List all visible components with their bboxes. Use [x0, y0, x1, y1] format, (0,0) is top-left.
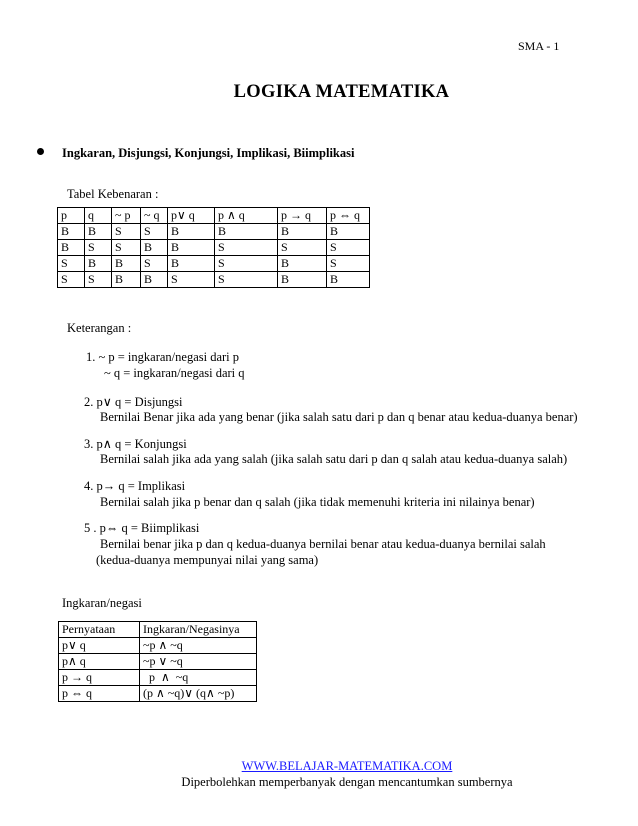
footer-website-link[interactable]: WWW.BELAJAR-MATEMATIKA.COM	[241, 759, 453, 773]
truth-cell: B	[278, 224, 327, 240]
truth-table-row	[58, 272, 370, 288]
truth-cell: B	[168, 240, 215, 256]
truth-header-cell: p	[58, 208, 85, 224]
keterangan-label: Keterangan :	[67, 321, 132, 335]
truth-cell: S	[327, 240, 370, 256]
keterangan-item-5-line2: Bernilai benar jika p dan q kedua-duanya bernilai benar atau kedua-duanya bernilai salah	[100, 537, 546, 551]
truth-cell: S	[141, 256, 168, 272]
negation-cell: p∨ q	[59, 638, 140, 654]
truth-table	[57, 207, 370, 288]
keterangan-item-3-line1: 3. p∧ q = Konjungsi	[84, 437, 187, 451]
truth-cell: S	[58, 256, 85, 272]
truth-header-cell: p ⇔ q	[327, 208, 370, 224]
truth-cell: B	[141, 240, 168, 256]
truth-cell: B	[168, 224, 215, 240]
truth-table-label: Tabel Kebenaran :	[67, 187, 159, 201]
truth-cell: S	[112, 224, 141, 240]
truth-header-cell: ~ q	[141, 208, 168, 224]
negation-cell: p ⇔ q	[59, 686, 140, 702]
truth-header-cell: ~ p	[112, 208, 141, 224]
negation-cell: p → q	[59, 670, 140, 686]
negation-row	[59, 638, 257, 654]
keterangan-item-5-line3: (kedua-duanya mempunyai nilai yang sama)	[96, 553, 319, 567]
truth-cell: S	[215, 240, 278, 256]
truth-cell: S	[215, 272, 278, 288]
keterangan-item-5-line1: 5 . p⇔ q = Biimplikasi	[84, 521, 200, 535]
footer-note: Diperbolehkan memperbanyak dengan mencantumkan sumbernya	[181, 775, 513, 789]
keterangan-item-4-line1: 4. p→ q = Implikasi	[84, 479, 186, 493]
truth-table-row	[58, 240, 370, 256]
truth-header-cell: p → q	[278, 208, 327, 224]
truth-header-cell: p∨ q	[168, 208, 215, 224]
keterangan-item-1-line1: 1. ~ p = ingkaran/negasi dari p	[86, 350, 240, 364]
truth-cell: B	[112, 272, 141, 288]
bullet-icon	[37, 148, 44, 155]
truth-cell: S	[168, 272, 215, 288]
negation-cell: p∧ q	[59, 654, 140, 670]
negation-header-cell: Pernyataan	[59, 622, 140, 638]
page-title: LOGIKA MATEMATIKA	[233, 82, 450, 102]
negation-table-label: Ingkaran/negasi	[62, 596, 142, 610]
negation-header-row	[59, 622, 257, 638]
negation-cell: (p ∧ ~q)∨ (q∧ ~p)	[140, 686, 257, 702]
truth-cell: B	[141, 272, 168, 288]
keterangan-item-4-line2: Bernilai salah jika p benar dan q salah (jika tidak memenuhi kriteria ini nilainya benar)	[100, 495, 535, 509]
negation-row	[59, 654, 257, 670]
section-heading-text: Ingkaran, Disjungsi, Konjungsi, Implikasi, Biimplikasi	[62, 146, 355, 160]
truth-cell: B	[168, 256, 215, 272]
truth-cell: S	[215, 256, 278, 272]
truth-cell: S	[141, 224, 168, 240]
negation-cell: ~p ∨ ~q	[140, 654, 257, 670]
truth-cell: B	[112, 256, 141, 272]
negation-row	[59, 670, 257, 686]
keterangan-item-2-line2: Bernilai Benar jika ada yang benar (jika salah satu dari p dan q benar atau kedua-duanya benar)	[100, 410, 578, 424]
negation-table	[58, 621, 257, 702]
truth-cell: B	[327, 224, 370, 240]
truth-cell: B	[85, 256, 112, 272]
truth-table-row	[58, 256, 370, 272]
truth-cell: B	[58, 240, 85, 256]
negation-row	[59, 686, 257, 702]
keterangan-item-2-line1: 2. p∨ q = Disjungsi	[84, 395, 183, 409]
truth-cell: B	[327, 272, 370, 288]
truth-header-cell: q	[85, 208, 112, 224]
keterangan-item-3-line2: Bernilai salah jika ada yang salah (jika salah satu dari p dan q salah atau kedua-duanya salah)	[100, 452, 568, 466]
truth-cell: B	[278, 256, 327, 272]
truth-cell: B	[278, 272, 327, 288]
truth-header-cell: p ∧ q	[215, 208, 278, 224]
negation-cell: ~p ∧ ~q	[140, 638, 257, 654]
truth-cell: B	[58, 224, 85, 240]
truth-table-header-row	[58, 208, 370, 224]
page-label: SMA - 1	[518, 39, 560, 53]
truth-cell: S	[112, 240, 141, 256]
negation-cell: p ∧ ~q	[140, 670, 257, 686]
truth-cell: S	[85, 272, 112, 288]
keterangan-item-1-line2: ~ q = ingkaran/negasi dari q	[104, 366, 245, 380]
truth-cell: S	[58, 272, 85, 288]
truth-cell: B	[215, 224, 278, 240]
truth-table-row	[58, 224, 370, 240]
negation-header-cell: Ingkaran/Negasinya	[140, 622, 257, 638]
truth-cell: S	[327, 256, 370, 272]
section-heading	[37, 146, 354, 161]
truth-cell: S	[85, 240, 112, 256]
truth-cell: S	[278, 240, 327, 256]
truth-cell: B	[85, 224, 112, 240]
